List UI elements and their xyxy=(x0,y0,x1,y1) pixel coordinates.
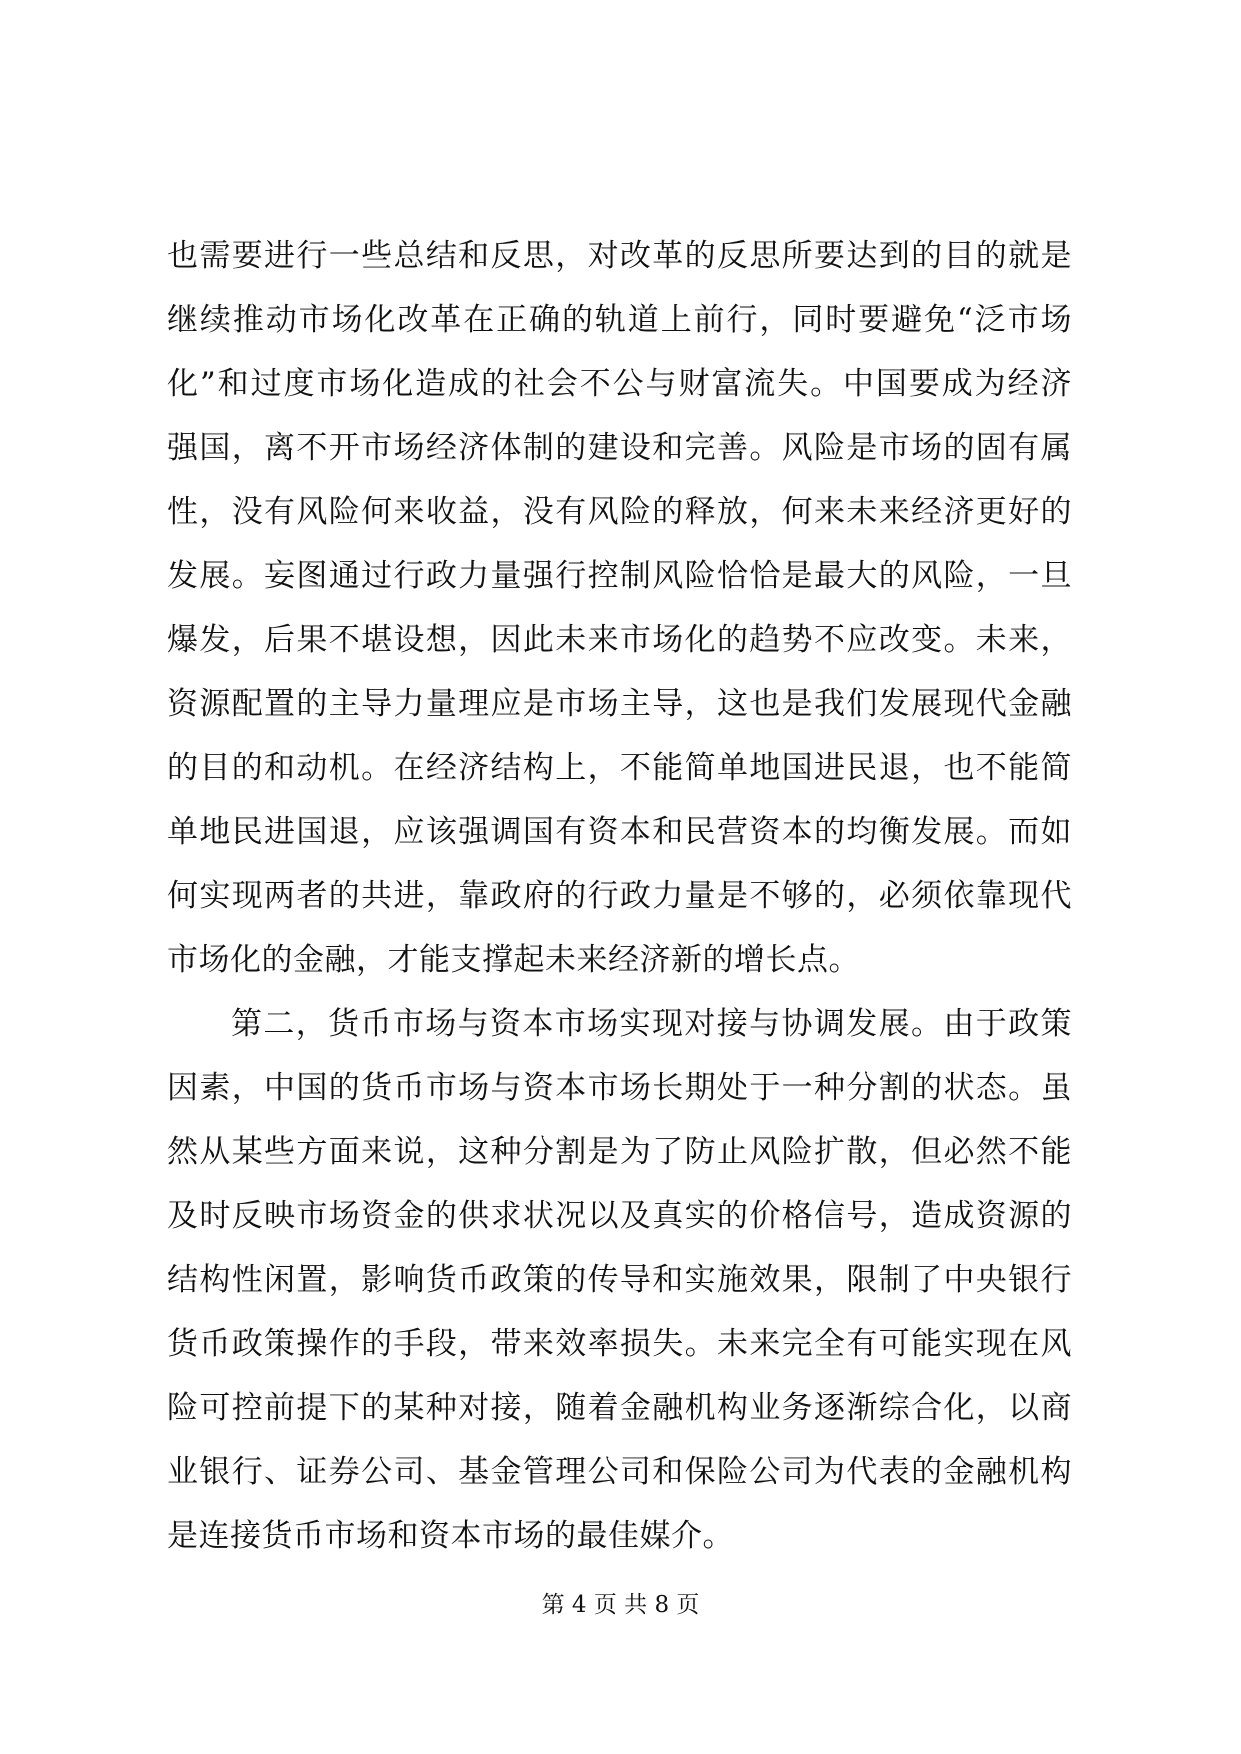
text-line: 发展。妄图通过行政力量强行控制风险恰恰是最大的风险，一旦 xyxy=(167,558,1072,594)
text-line: 继续推动市场化改革在正确的轨道上前行，同时要避免“泛市场 xyxy=(167,302,1072,338)
text-line: 也需要进行一些总结和反思，对改革的反思所要达到的目的就是 xyxy=(167,238,1072,274)
text-line: 是连接货币市场和资本市场的最佳媒介。 xyxy=(167,1518,734,1554)
text-line: 然从某些方面来说，这种分割是为了防止风险扩散，但必然不能 xyxy=(167,1134,1072,1170)
text-line: 市场化的金融，才能支撑起未来经济新的增长点。 xyxy=(167,942,860,978)
text-line: 强国，离不开市场经济体制的建设和完善。风险是市场的固有属 xyxy=(167,430,1072,466)
text-line: 因素，中国的货币市场与资本市场长期处于一种分割的状态。虽 xyxy=(167,1070,1072,1106)
text-line: 何实现两者的共进，靠政府的行政力量是不够的，必须依靠现代 xyxy=(167,878,1072,914)
text-line: 的目的和动机。在经济结构上，不能简单地国进民退，也不能简 xyxy=(167,750,1072,786)
text-line: 性，没有风险何来收益，没有风险的释放，何来未来经济更好的 xyxy=(167,494,1072,530)
text-line: 单地民进国退，应该强调国有资本和民营资本的均衡发展。而如 xyxy=(167,814,1072,850)
text-line: 及时反映市场资金的供求状况以及真实的价格信号，造成资源的 xyxy=(167,1198,1072,1234)
text-line: 业银行、证券公司、基金管理公司和保险公司为代表的金融机构 xyxy=(167,1454,1072,1490)
text-line: 化”和过度市场化造成的社会不公与财富流失。中国要成为经济 xyxy=(167,366,1072,402)
text-line: 货币政策操作的手段，带来效率损失。未来完全有可能实现在风 xyxy=(167,1326,1072,1362)
text-line: 险可控前提下的某种对接，随着金融机构业务逐渐综合化，以商 xyxy=(167,1390,1072,1426)
page-number-footer: 第 4 页 共 8 页 xyxy=(541,1592,700,1618)
text-line: 结构性闲置，影响货币政策的传导和实施效果，限制了中央银行 xyxy=(167,1262,1072,1298)
text-line: 资源配置的主导力量理应是市场主导，这也是我们发展现代金融 xyxy=(167,686,1072,722)
text-line: 爆发，后果不堪设想，因此未来市场化的趋势不应改变。未来， xyxy=(167,622,1072,658)
paragraph-first-line: 第二，货币市场与资本市场实现对接与协调发展。由于政策 xyxy=(231,1006,1072,1042)
